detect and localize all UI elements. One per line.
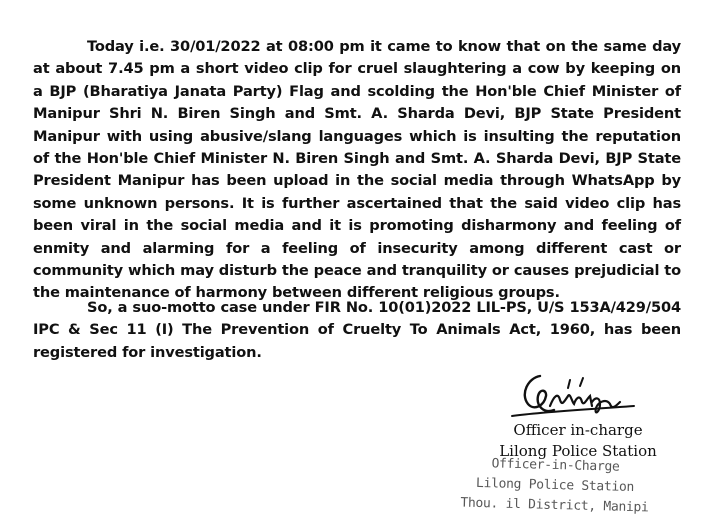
officer-title: Officer in-charge xyxy=(513,421,643,439)
handwritten-signature xyxy=(510,366,640,426)
stamp-line-3: Thou. il District, Manipi xyxy=(460,495,649,516)
official-stamp xyxy=(454,453,656,518)
police-station-name: Lilong Police Station xyxy=(499,442,657,460)
stamp-line-2: Lilong Police Station xyxy=(475,475,635,496)
body-paragraph-1: Today i.e. 30/01/2022 at 08:00 pm it came to know that on the same day at about 7.45 pm a short video clip for cruel slaughtering a cow by keeping on a BJP (Bharatiya Janata Party) Flag and scolding the Hon'ble Chief Minister of Manipur Shri N. Biren Singh and Smt. A. Sharda Devi, BJP State President Manipur with using abusive/slang languages which is insulting the reputation of the Hon'ble Chief Minister N. Biren Singh and Smt. A. Sharda Devi, BJP State President Manipur has been upload in the social media through WhatsApp by some unknown persons. It is further ascertained that the said video clip has been viral in the social media and it is promoting disharmony and feeling of enmity and alarming for a feeling of insecurity among different cast or community which may disturb the peace and tranquility or causes prejudicial to the maintenance of harmony between different religious groups. xyxy=(33,38,681,302)
stamp-line-1: Officer-in-Charge xyxy=(491,456,620,475)
body-paragraph-2: So, a suo-motto case under FIR No. 10(01)2022 LIL-PS, U/S 153A/429/504 IPC & Sec 11 (I) The Prevention of Cruelty To Animals Act, 1960, has been registered for investigation. xyxy=(33,299,681,361)
